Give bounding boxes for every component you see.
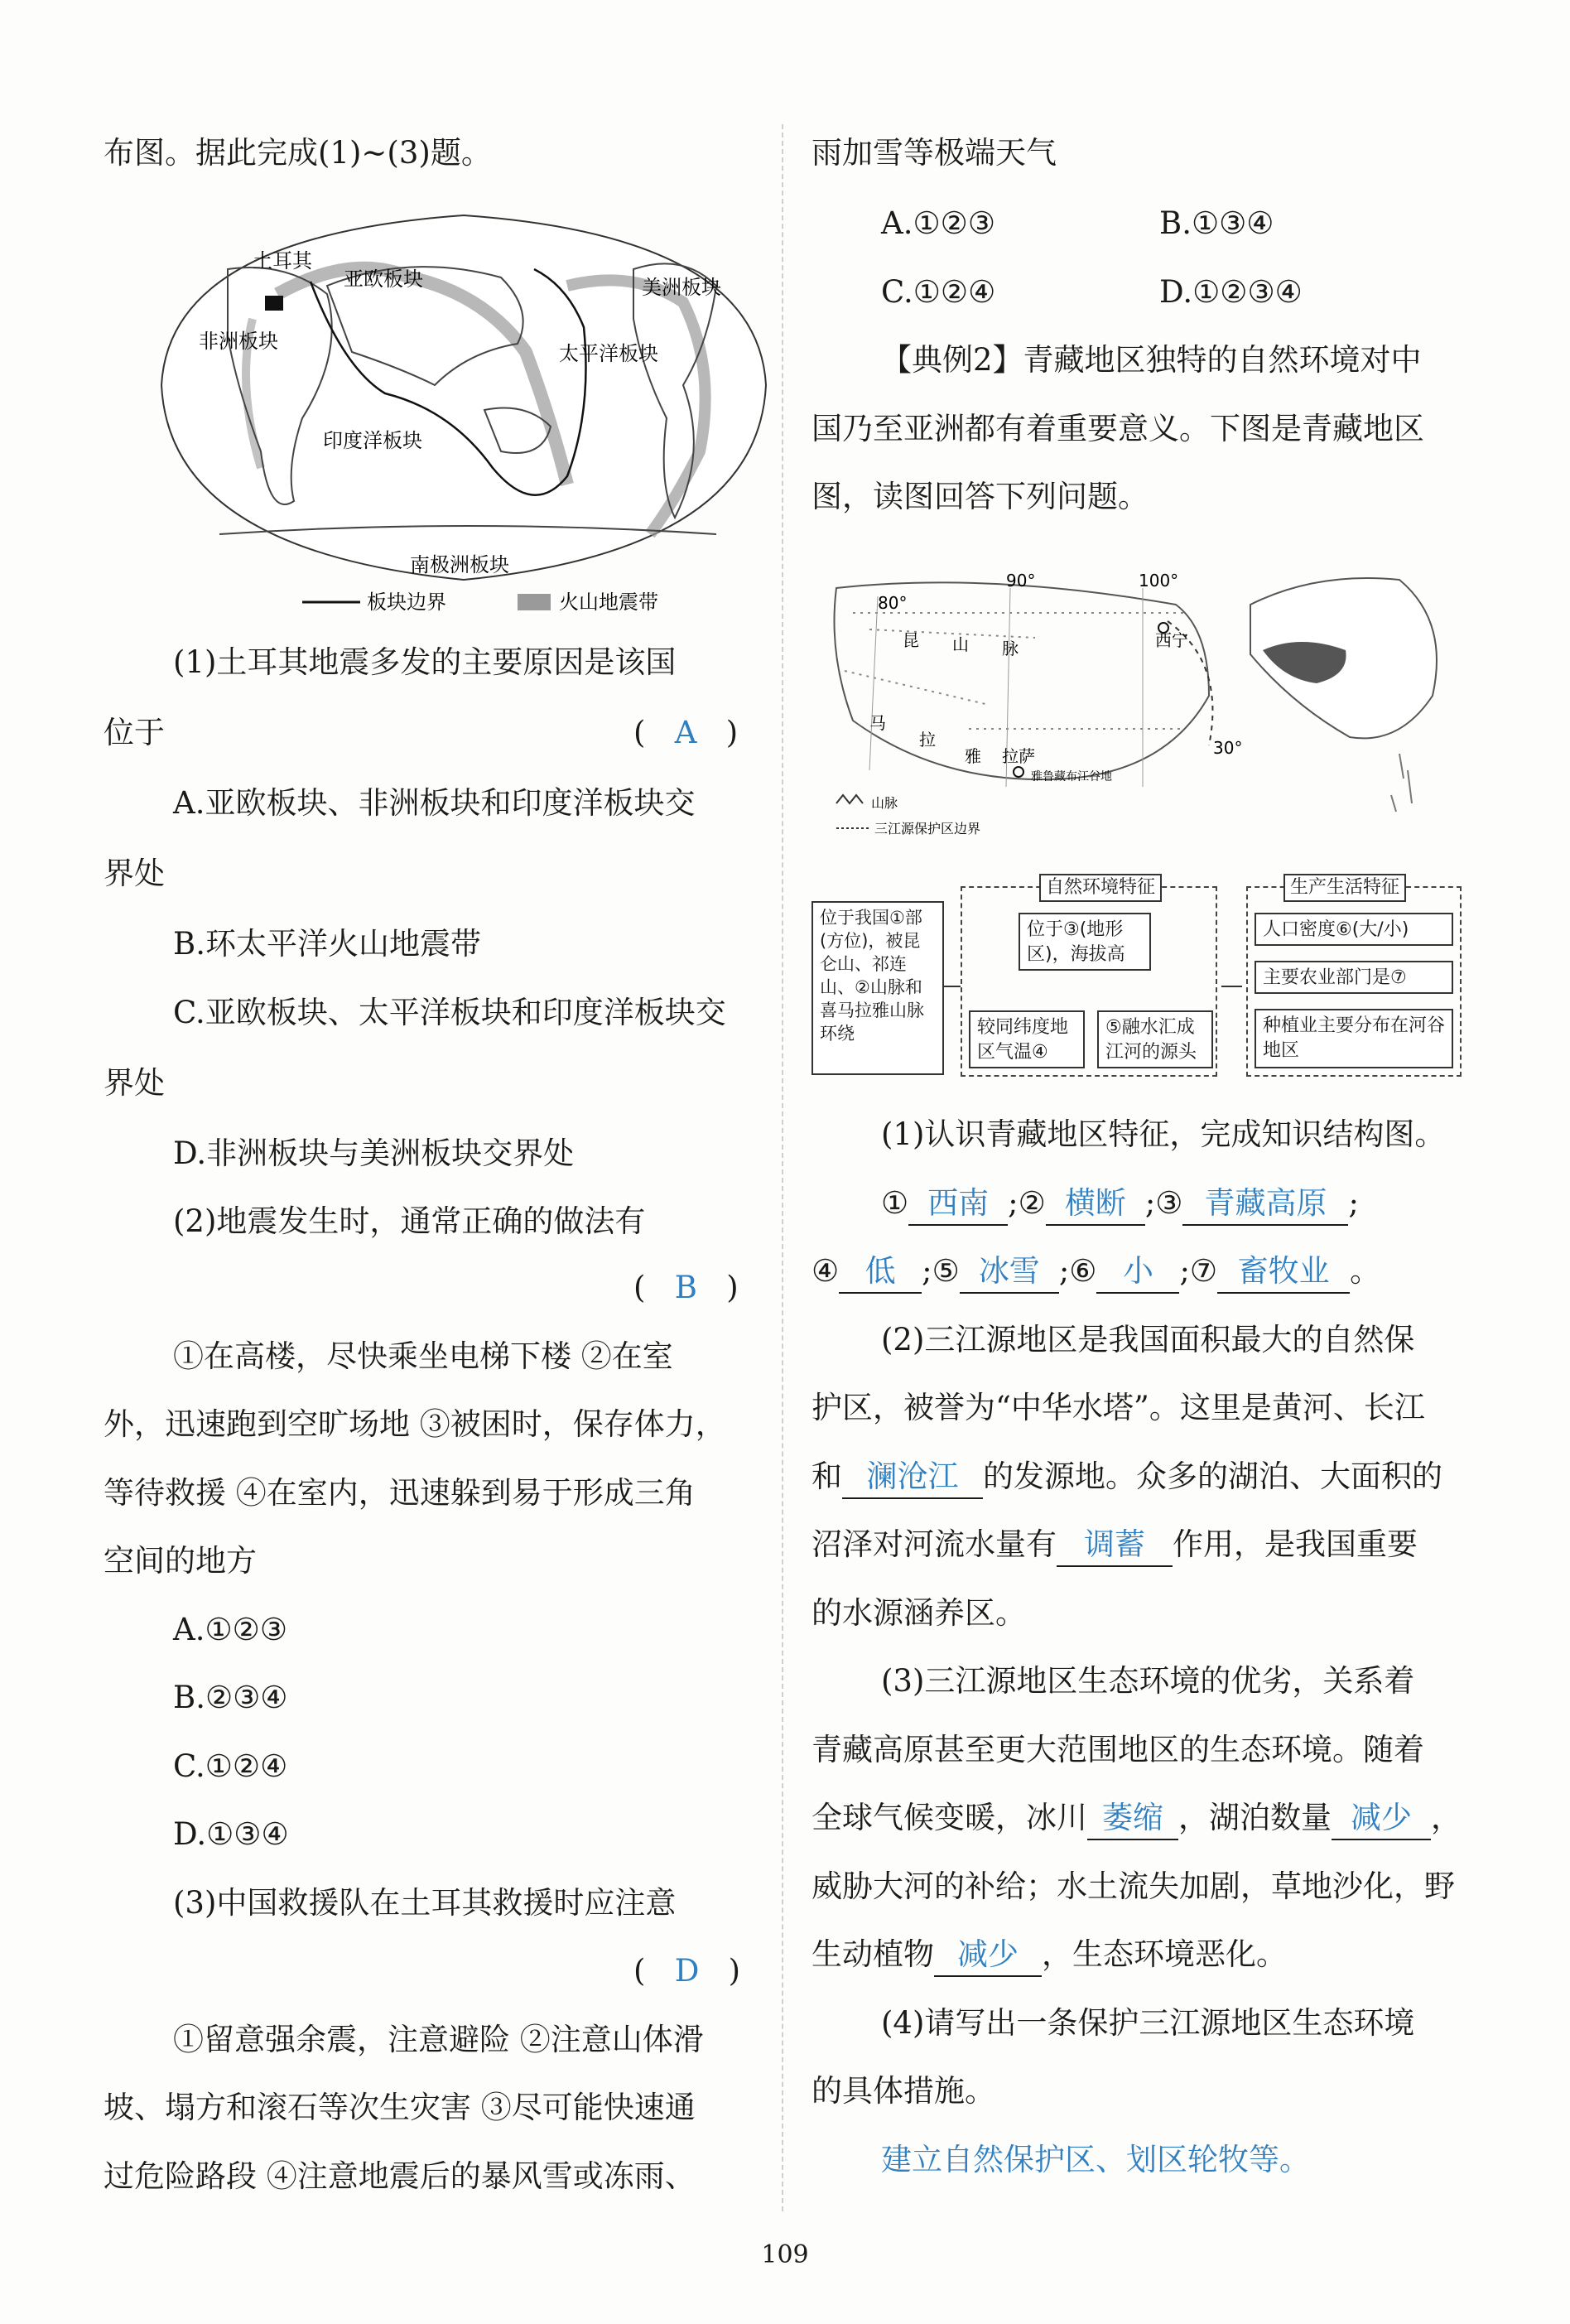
- production-title: 生产生活特征: [1283, 874, 1406, 902]
- q1-option-a: A.亚欧板块、非洲板块和印度洋板块交: [173, 785, 696, 821]
- q1-answer: ( A ): [633, 715, 739, 750]
- q2-option-d: D.①③④: [173, 1816, 289, 1852]
- q3-statement-4: 雨加雪等极端天气: [811, 135, 1057, 171]
- q2-line-5: 的水源涵养区。: [811, 1595, 1026, 1631]
- q1-stem-2: 位于: [104, 715, 165, 750]
- q1-stem: (1)土耳其地震多发的主要原因是该国: [173, 644, 677, 680]
- label-eurasia: 亚欧板块: [344, 268, 423, 291]
- q4-answer: 建立自然保护区、划区轮牧等。: [881, 2142, 1310, 2177]
- q3-statement-1: ①留意强余震，注意避险 ②注意山体滑: [173, 2022, 704, 2057]
- q2-option-b: B.②③④: [173, 1680, 288, 1715]
- legend-border: 三江源保护区边界: [874, 821, 981, 837]
- chart-location-box: 位于我国①部(方位)，被昆仑山、祁连山、②山脉和喜马拉雅山脉环绕: [811, 901, 944, 1075]
- q2-option-c: C.①②④: [173, 1748, 288, 1784]
- blank-3: 青藏高原: [1182, 1183, 1348, 1226]
- blank-5: 冰雪: [960, 1251, 1059, 1294]
- page-number: 109: [761, 2240, 809, 2269]
- blank-6: 小: [1096, 1251, 1179, 1294]
- q3-line-3: 全球气候变暖，冰川 萎缩 ，湖泊数量 减少 ，: [811, 1797, 1462, 1840]
- q2-answer: ( B ): [633, 1270, 739, 1305]
- natural-terrain-box: 位于③(地形区)，海拔高: [1019, 913, 1151, 971]
- blank-regulate: 调蓄: [1057, 1524, 1173, 1567]
- q3-option-b: B.①③④: [1159, 205, 1274, 241]
- blank-river: 澜沧江: [842, 1456, 983, 1499]
- q3-option-c: C.①②④: [881, 274, 996, 310]
- q3-statement-3: 过危险路段 ④注意地震后的暴风雪或冻雨、: [104, 2158, 696, 2194]
- q4-line-2: 的具体措施。: [811, 2073, 995, 2109]
- q1-prompt: (1)认识青藏地区特征，完成知识结构图。: [881, 1116, 1446, 1152]
- blank-1: 西南: [908, 1183, 1008, 1226]
- q3-line-4: 威胁大河的补给；水土流失加剧，草地沙化，野: [811, 1868, 1455, 1904]
- lat-30: 30°: [1213, 738, 1243, 758]
- lon-100: 100°: [1139, 571, 1179, 591]
- label-ya: 雅: [965, 746, 981, 766]
- arrow-2: [1221, 986, 1242, 987]
- map-legend: [302, 584, 799, 617]
- q4-line-1: (4)请写出一条保护三江源地区生态环境: [881, 2005, 1415, 2041]
- q2-line-4: 沼泽对河流水量有 调蓄 作用，是我国重要: [811, 1524, 1418, 1567]
- label-la: 拉: [919, 730, 936, 750]
- q2-option-a: A.①②③: [173, 1612, 287, 1647]
- blank-2: 横断: [1046, 1183, 1145, 1226]
- label-america: 美洲板块: [642, 276, 721, 299]
- q1-option-b: B.环太平洋火山地震带: [173, 926, 481, 962]
- q1-option-c-cont: 界处: [104, 1065, 165, 1101]
- q3-line-2: 青藏高原甚至更大范围地区的生态环境。随着: [811, 1732, 1424, 1767]
- example2-line-1: 【典例2】青藏地区独特的自然环境对中: [881, 342, 1422, 378]
- blank-7: 畜牧业: [1217, 1251, 1350, 1294]
- agriculture-box: 主要农业部门是⑦: [1255, 961, 1453, 994]
- label-antarctic: 南极洲板块: [410, 553, 509, 576]
- blank-4: 低: [839, 1251, 922, 1294]
- intro-line: 布图。据此完成(1)~(3)题。: [104, 135, 492, 171]
- arrow-1: [944, 986, 961, 987]
- label-mai: 脉: [1002, 639, 1019, 658]
- q3-statement-2: 坡、塌方和滚石等次生灾害 ③尽可能快速通: [104, 2090, 696, 2125]
- q2-statement-3: 等待救援 ④在室内，迅速躲到易于形成三角: [104, 1475, 696, 1511]
- q1-blanks-line-1: ① 西南 ;② 横断 ;③ 青藏高原 ;: [881, 1183, 1359, 1226]
- q1-blanks-line-2: ④ 低 ;⑤ 冰雪 ;⑥ 小 ;⑦ 畜牧业 。: [811, 1251, 1380, 1294]
- population-box: 人口密度⑥(大/小): [1255, 913, 1453, 946]
- q2-statement-1: ①在高楼，尽快乘坐电梯下楼 ②在室: [173, 1338, 673, 1374]
- example2-line-2: 国乃至亚洲都有着重要意义。下图是青藏地区: [811, 411, 1424, 446]
- label-indian: 印度洋板块: [323, 429, 422, 452]
- label-pacific: 太平洋板块: [559, 342, 658, 365]
- plate-map: [137, 203, 791, 617]
- natural-title: 自然环境特征: [1039, 874, 1162, 902]
- q3-answer: ( D ): [633, 1953, 741, 1989]
- q3-option-a: A.①②③: [881, 205, 995, 241]
- q2-statement-4: 空间的地方: [104, 1543, 257, 1579]
- natural-temp-box: 较同纬度地区气温④: [969, 1010, 1085, 1068]
- lon-80: 80°: [878, 593, 908, 613]
- q2-line-1: (2)三江源地区是我国面积最大的自然保: [881, 1322, 1415, 1357]
- label-gorge: 雅鲁藏布江谷地: [1031, 770, 1112, 784]
- label-ma: 马: [869, 713, 886, 733]
- legend-volcano: 火山地震带: [559, 591, 658, 614]
- natural-melt-box: ⑤融水汇成江河的源头: [1097, 1010, 1213, 1068]
- label-turkey: 土耳其: [253, 249, 312, 272]
- lon-90: 90°: [1006, 571, 1036, 591]
- q1-option-c: C.亚欧板块、太平洋板块和印度洋板块交: [173, 995, 726, 1030]
- q2-statement-2: 外，迅速跑到空旷场地 ③被困时，保存体力，: [104, 1406, 726, 1442]
- qinghai-tibet-map: [820, 555, 1466, 853]
- label-xining: 西宁: [1155, 630, 1188, 650]
- q3-line-1: (3)三江源地区生态环境的优劣，关系着: [881, 1663, 1415, 1699]
- blank-wildlife: 减少: [934, 1934, 1042, 1977]
- q3-stem: (3)中国救援队在土耳其救援时应注意: [173, 1885, 677, 1921]
- legend-mountain: 山脉: [871, 795, 898, 811]
- blank-lakes: 减少: [1332, 1797, 1431, 1840]
- q1-option-d: D.非洲板块与美洲板块交界处: [173, 1135, 575, 1171]
- label-shan: 山: [952, 634, 969, 654]
- q1-option-a-cont: 界处: [104, 856, 165, 891]
- label-africa: 非洲板块: [199, 330, 278, 353]
- label-kun: 昆: [903, 630, 919, 650]
- example2-line-3: 图，读图回答下列问题。: [811, 479, 1149, 514]
- label-lhasa: 拉萨: [1002, 746, 1035, 766]
- q3-option-d: D.①②③④: [1159, 274, 1303, 310]
- blank-glacier: 萎缩: [1087, 1797, 1178, 1840]
- q3-line-5: 生动植物 减少 ，生态环境恶化。: [811, 1934, 1287, 1977]
- farming-box: 种植业主要分布在河谷地区: [1255, 1009, 1453, 1068]
- q2-line-3: 和 澜沧江 的发源地。众多的湖泊、大面积的: [811, 1456, 1442, 1499]
- q2-stem: (2)地震发生时，通常正确的做法有: [173, 1203, 646, 1239]
- knowledge-chart: [811, 870, 1466, 1085]
- q2-line-2: 护区，被誉为“中华水塔”。这里是黄河、长江: [811, 1390, 1425, 1425]
- legend-boundary: 板块边界: [367, 591, 446, 614]
